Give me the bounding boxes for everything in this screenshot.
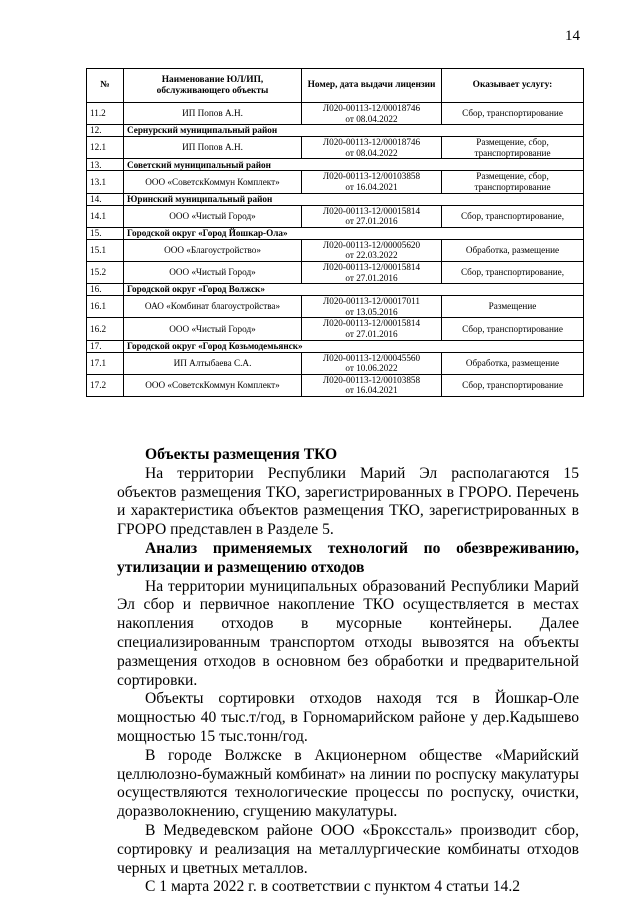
section-number: 13. — [87, 159, 124, 171]
license-cell — [302, 205, 442, 227]
paragraph-sorting: Объекты сортировки отходов находя тся в Йошкар-Оле мощностью 40 тыс.т/год, в Горномарийском районе у дер.Кадышево мощностью 15 тыс.тонн/год. — [117, 690, 579, 745]
operators-table — [86, 68, 584, 397]
table-row — [87, 352, 584, 374]
section-title: Сернурский муниципальный район — [124, 125, 584, 137]
section-title: Городской округ «Город Козьмодемьянск» — [124, 340, 584, 352]
paragraph-placement-objects: На территории Республики Марий Эл располагаются 15 объектов размещения ТКО, зарегистрированных в ГРОРО. Перечень и характеристика объектов размещения ТКО, зарегистрированных в ГРОРО представлен в Разделе 5. — [117, 464, 579, 539]
table-row — [87, 296, 584, 318]
license-date: от 27.01.2016 — [345, 216, 398, 227]
table-row — [87, 137, 584, 159]
operator-name: ОАО «Комбинат благоустройства» — [124, 296, 302, 318]
section-number: 12. — [87, 125, 124, 137]
license-date: от 08.04.2022 — [345, 147, 398, 158]
table-body — [87, 103, 584, 397]
table-header-row — [87, 69, 584, 103]
service: Сбор, транспортирование — [442, 318, 584, 340]
section-number: 17. — [87, 340, 124, 352]
table-section-row — [87, 340, 584, 352]
section-title: Юринский муниципальный район — [124, 193, 584, 205]
operator-name: ООО «СоветскКоммун Комплект» — [124, 171, 302, 193]
page-number: 14 — [565, 28, 580, 44]
header-license: Номер, дата выдачи лицензии — [302, 69, 442, 103]
operator-name: ООО «СоветскКоммун Комплект» — [124, 374, 302, 396]
row-number: 17.2 — [87, 374, 124, 396]
license-number: Л020-00113-12/00005620 — [322, 239, 421, 250]
paragraph-collection: На территории муниципальных образований Республики Марий Эл сбор и первичное накопление ТКО осуществляется в местах накопления отходов в мусорные контейнеры. Далее специализированным транспортом отходы вывозятся на объекты размещения отходов в основном без обработки и предварительной сортировки. — [117, 577, 579, 689]
section-title: Городской округ «Город Йошкар-Ола» — [124, 227, 584, 239]
table-section-row — [87, 125, 584, 137]
row-number: 13.1 — [87, 171, 124, 193]
operator-name: ИП Алтыбаева С.А. — [124, 352, 302, 374]
table-section-row — [87, 284, 584, 296]
table-row — [87, 239, 584, 261]
table-section-row — [87, 227, 584, 239]
row-number: 14.1 — [87, 205, 124, 227]
operator-name: ИП Попов А.Н. — [124, 103, 302, 125]
license-number: Л020-00113-12/00103858 — [322, 171, 421, 182]
paragraph-volzhsk: В городе Волжске в Акционерном обществе «Марийский целлюлозно-бумажный комбинат» на линии по роспуску макулатуры осуществляются технологические процессы по роспуску, очистки, доразволокнению, сгущению макулатуры. — [117, 746, 579, 821]
table-section-row — [87, 159, 584, 171]
paragraph-medvedevo: В Медведевском районе ООО «Брокссталь» производит сбор, сортировку и реализация на металлургические комбинаты отходов черных и цветных металлов. — [117, 821, 579, 877]
license-cell — [302, 352, 442, 374]
license-date: от 27.01.2016 — [345, 272, 398, 283]
service: Размещение, сбор, транспортирование — [442, 137, 584, 159]
section-number: 16. — [87, 284, 124, 296]
paragraph-march-2022: С 1 марта 2022 г. в соответствии с пунктом 4 статьи 14.2 — [145, 878, 521, 896]
row-number: 16.1 — [87, 296, 124, 318]
section-heading-analysis: Анализ применяемых технологий по обезвреживанию, — [145, 539, 579, 557]
service: Обработка, размещение — [442, 352, 584, 374]
table-row — [87, 374, 584, 396]
service: Сбор, транспортирование, — [442, 261, 584, 283]
license-number: Л020-00113-12/00017011 — [323, 296, 420, 307]
row-number: 11.2 — [87, 103, 124, 125]
operator-name: ООО «Благоустройство» — [124, 239, 302, 261]
section-number: 14. — [87, 193, 124, 205]
license-cell — [302, 374, 442, 396]
license-number: Л020-00113-12/00015814 — [322, 261, 421, 272]
license-cell — [302, 103, 442, 125]
row-number: 17.1 — [87, 352, 124, 374]
service: Сбор, транспортирование — [442, 374, 584, 396]
table-section-row — [87, 193, 584, 205]
service: Размещение — [442, 296, 584, 318]
document-body — [117, 446, 579, 897]
table-row — [87, 103, 584, 125]
license-number: Л020-00113-12/00015814 — [322, 318, 421, 329]
license-cell — [302, 318, 442, 340]
row-number: 16.2 — [87, 318, 124, 340]
license-number: Л020-00113-12/00018746 — [322, 103, 421, 113]
license-cell — [302, 137, 442, 159]
service: Размещение, сбор, транспортирование — [442, 171, 584, 193]
license-number: Л020-00113-12/00015814 — [322, 205, 421, 216]
license-number: Л020-00113-12/00045560 — [322, 352, 421, 363]
license-cell — [302, 296, 442, 318]
operator-name: ООО «Чистый Город» — [124, 318, 302, 340]
license-number: Л020-00113-12/00018746 — [322, 137, 421, 148]
section-title: Советский муниципальный район — [124, 159, 584, 171]
table-row — [87, 205, 584, 227]
license-date: от 13.05.2016 — [345, 306, 398, 317]
section-title: Городской округ «Город Волжск» — [124, 284, 584, 296]
service: Обработка, размещение — [442, 239, 584, 261]
row-number: 15.1 — [87, 239, 124, 261]
operator-name: ООО «Чистый Город» — [124, 205, 302, 227]
license-date: от 08.04.2022 — [345, 113, 398, 124]
license-date: от 22.03.2022 — [345, 250, 398, 261]
section-number: 15. — [87, 227, 124, 239]
table-row — [87, 261, 584, 283]
header-service: Оказывает услугу: — [442, 69, 584, 103]
service: Сбор, транспортирование, — [442, 205, 584, 227]
license-cell — [302, 239, 442, 261]
section-heading-placement: Объекты размещения ТКО — [145, 446, 338, 463]
row-number: 12.1 — [87, 137, 124, 159]
row-number: 15.2 — [87, 261, 124, 283]
license-date: от 16.04.2021 — [345, 385, 398, 396]
license-date: от 10.06.2022 — [345, 363, 398, 374]
header-number: № — [87, 69, 124, 103]
license-cell — [302, 261, 442, 283]
operator-name: ИП Попов А.Н. — [124, 137, 302, 159]
table-row — [87, 318, 584, 340]
license-number: Л020-00113-12/00103858 — [322, 374, 421, 385]
table-row — [87, 171, 584, 193]
header-operator-name: Наименование ЮЛ/ИП, обслуживающего объекты — [124, 69, 302, 103]
license-date: от 27.01.2016 — [345, 328, 398, 339]
service: Сбор, транспортирование — [442, 103, 584, 125]
section-heading-analysis-cont: утилизации и размещению отходов — [117, 558, 365, 576]
license-date: от 16.04.2021 — [345, 181, 398, 192]
operator-name: ООО «Чистый Город» — [124, 261, 302, 283]
license-cell — [302, 171, 442, 193]
